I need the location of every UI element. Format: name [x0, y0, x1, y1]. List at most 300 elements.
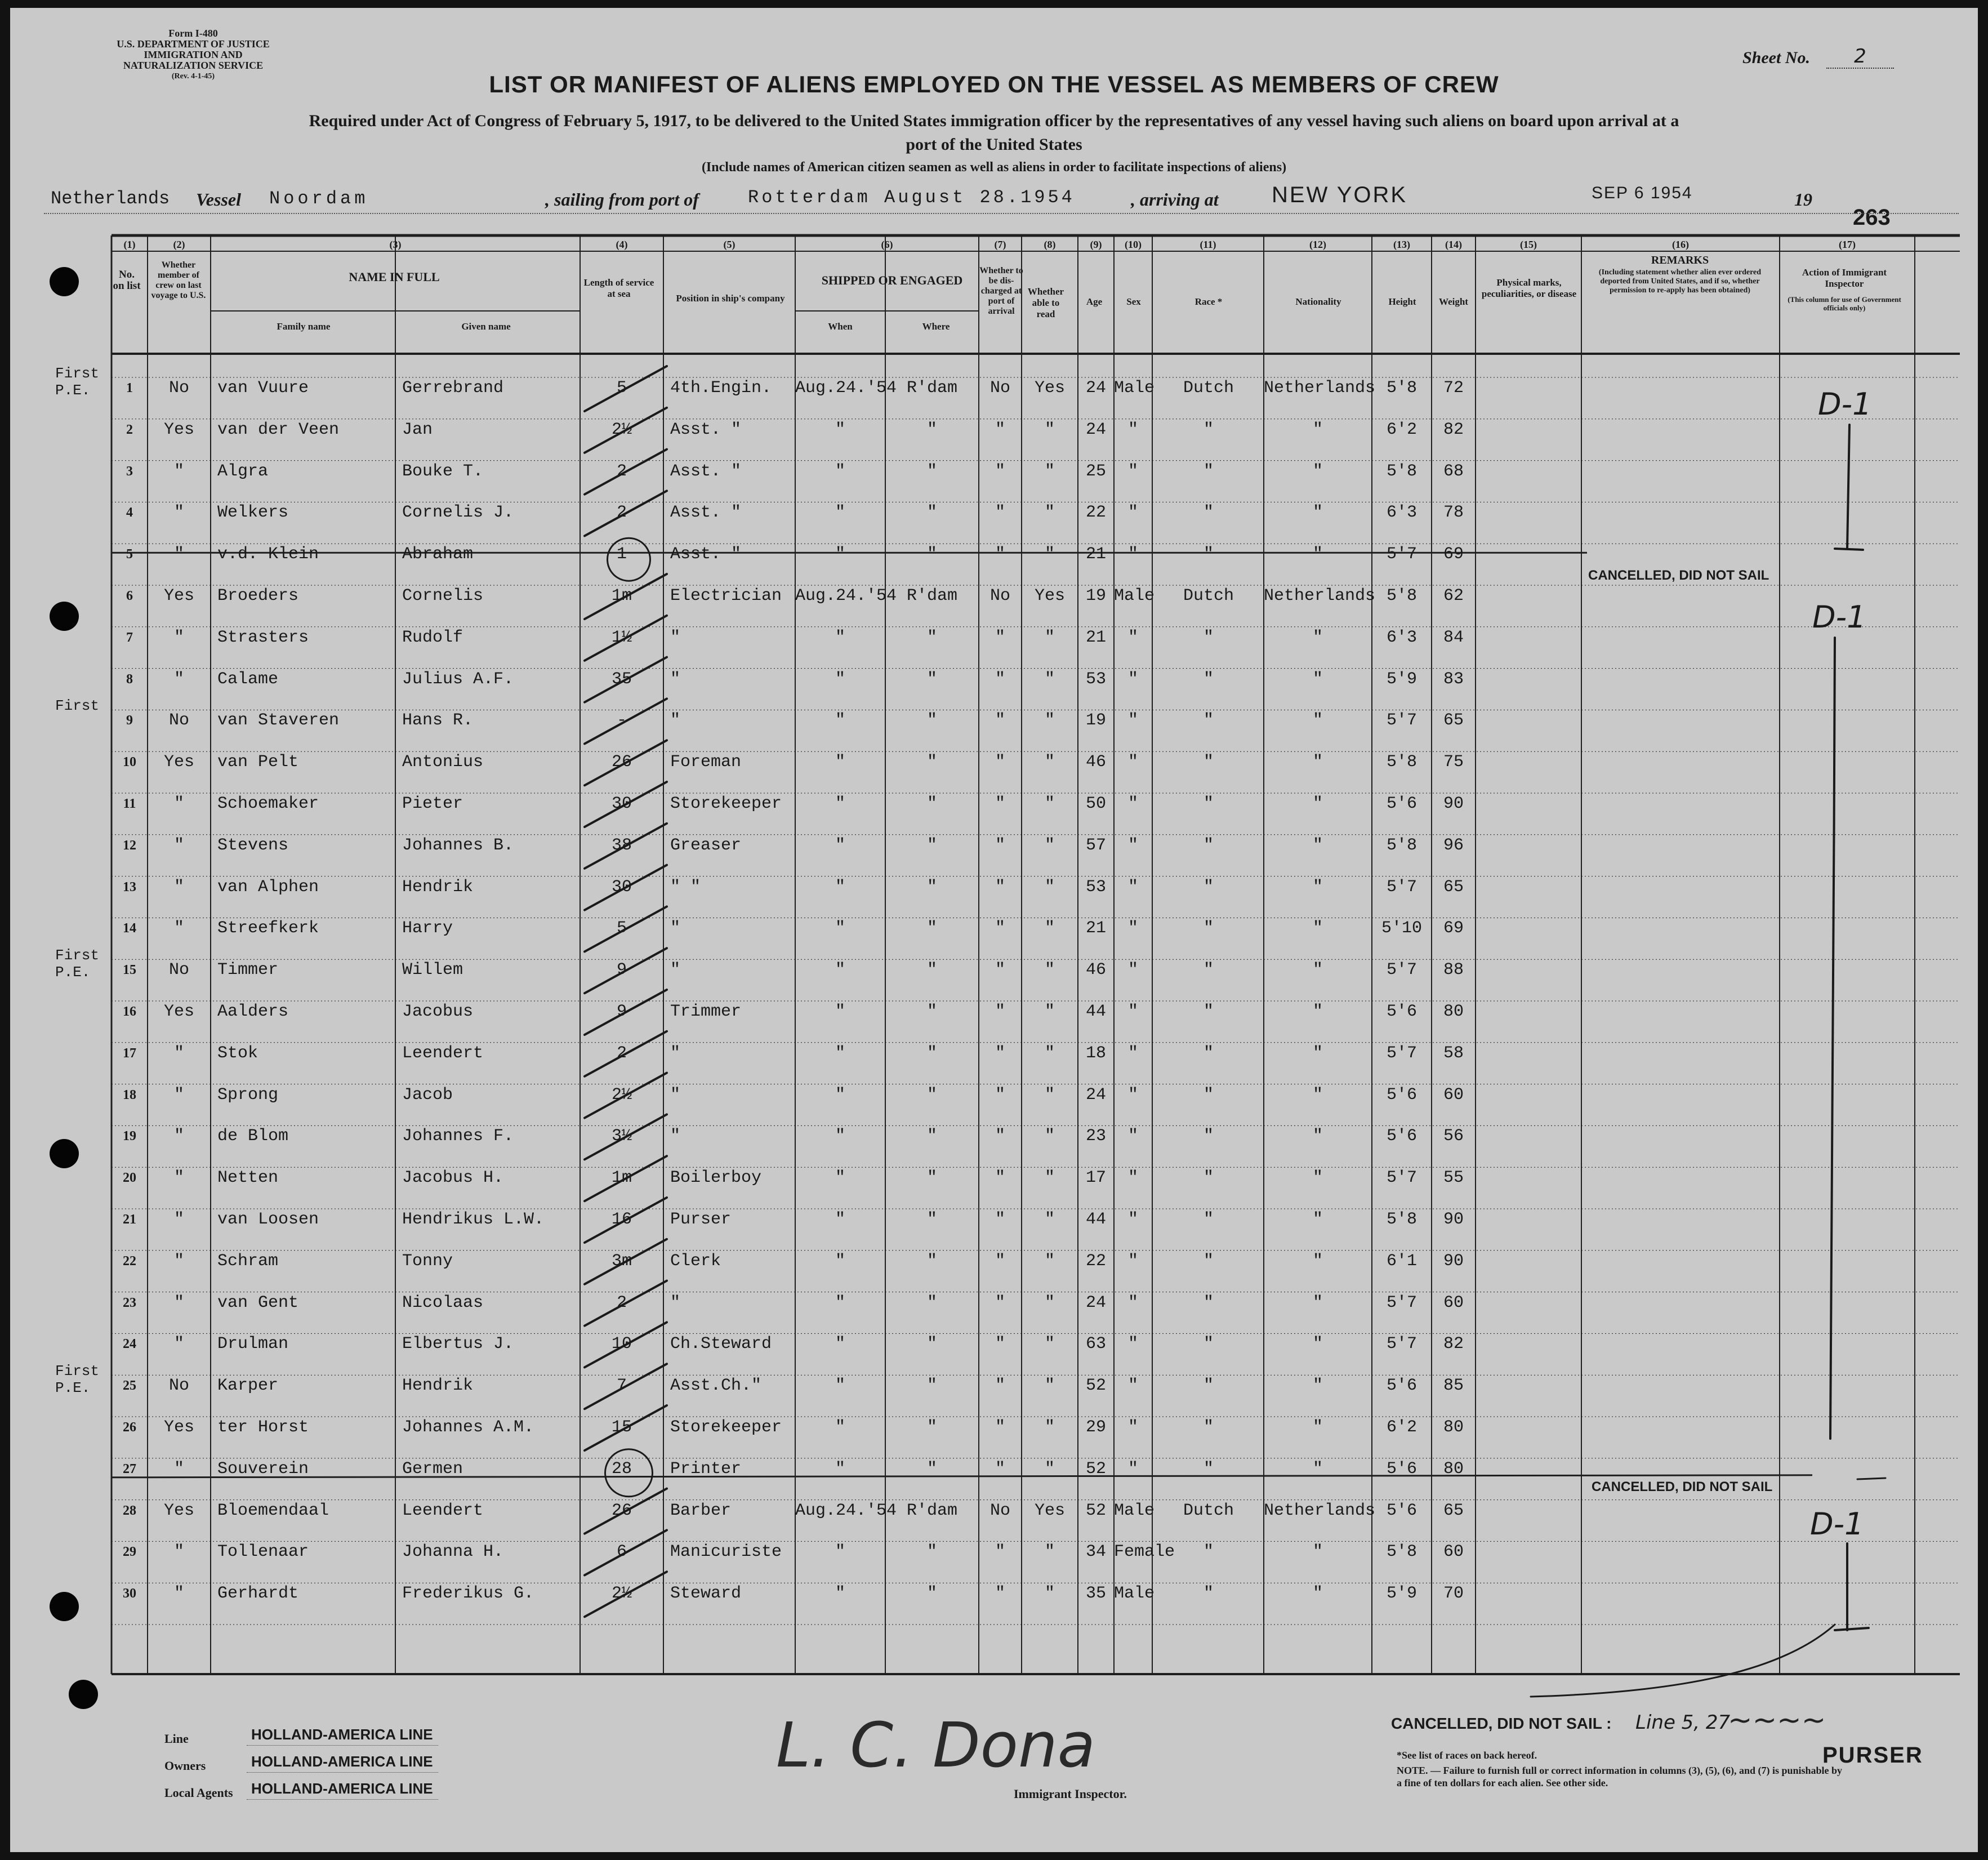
cell-family: Netten: [217, 1168, 279, 1188]
cell-member: No: [168, 379, 189, 398]
cell-age: 46: [1085, 960, 1106, 980]
cell-sex: ": [1127, 835, 1138, 855]
cell-position: Storekeeper: [670, 1418, 782, 1437]
cell-nationality: ": [1312, 628, 1323, 647]
cell-no: 22: [123, 1253, 136, 1269]
cell-nationality: ": [1312, 919, 1323, 938]
cell-sex: ": [1127, 628, 1138, 647]
cell-height: 5'9: [1386, 669, 1417, 689]
cell-given: Hans R.: [402, 711, 474, 731]
cell-nationality: ": [1312, 1293, 1323, 1312]
footer-owners-value: HOLLAND-AMERICA LINE: [251, 1753, 433, 1770]
cell-when: ": [835, 1168, 845, 1188]
action-mark-1: D-1: [1818, 386, 1872, 422]
cell-length: 2: [616, 461, 627, 481]
action-bracket: [1830, 638, 1835, 1439]
cell-no: 9: [126, 713, 133, 728]
footer-line-label: Line: [164, 1732, 189, 1746]
column-number: (17): [1839, 239, 1856, 250]
cell-nationality: ": [1312, 1002, 1323, 1021]
cell-weight: 56: [1443, 1127, 1464, 1146]
cell-position: Boilerboy: [670, 1168, 762, 1188]
cell-length: 3½: [611, 1127, 632, 1146]
header-discharged: Whether to be dis-charged at port of arrival: [979, 266, 1023, 316]
action-bracket: [1835, 549, 1863, 550]
cell-discharged: No: [989, 1501, 1010, 1520]
column-number: (14): [1445, 239, 1462, 250]
cell-where: ": [926, 835, 937, 855]
year-label: 19: [1794, 189, 1812, 210]
header-weight: Weight: [1439, 296, 1468, 307]
cell-family: Streefkerk: [217, 919, 319, 938]
cell-family: van der Veen: [217, 420, 340, 439]
cell-position: Asst. ": [670, 420, 742, 439]
cell-no: 7: [126, 630, 133, 645]
cell-given: Johannes F.: [402, 1127, 514, 1146]
cell-given: Hendrik: [402, 877, 474, 897]
cell-position: Ch.Steward: [670, 1334, 772, 1354]
cell-discharged: ": [995, 545, 1005, 564]
cell-race: ": [1203, 835, 1214, 855]
cell-nationality: ": [1312, 503, 1323, 523]
cell-where: ": [926, 1584, 937, 1604]
cell-height: 5'6: [1386, 1376, 1417, 1396]
cell-no: 30: [123, 1586, 136, 1601]
footer-agents-label: Local Agents: [164, 1786, 233, 1800]
remark-row-27: CANCELLED, DID NOT SAIL: [1592, 1479, 1773, 1494]
cell-weight: 80: [1443, 1002, 1464, 1021]
cell-height: 5'7: [1386, 1334, 1417, 1354]
footer-owners-label: Owners: [164, 1759, 206, 1773]
header-remarks-note: (Including statement whether alien ever ordered deported from United States, and if so, whether permission to re-apply has been obtained): [1598, 268, 1762, 295]
cell-sex: ": [1127, 1168, 1138, 1188]
cell-position: ": [670, 711, 681, 731]
cell-weight: 84: [1443, 628, 1464, 647]
cell-no: 21: [123, 1212, 136, 1227]
cell-race: ": [1203, 1210, 1214, 1229]
cell-when: ": [835, 794, 845, 813]
subtitle-line-2: port of the United States: [906, 135, 1082, 154]
cell-when: ": [835, 1085, 845, 1105]
cell-age: 21: [1085, 545, 1106, 564]
cell-where: ": [926, 1293, 937, 1312]
cell-read: ": [1044, 1043, 1055, 1063]
cell-weight: 80: [1443, 1418, 1464, 1437]
cell-height: 5'7: [1386, 960, 1417, 980]
cell-age: 23: [1085, 1127, 1106, 1146]
cell-weight: 82: [1443, 420, 1464, 439]
cell-weight: 69: [1443, 919, 1464, 938]
cell-member: Yes: [163, 1418, 194, 1437]
cell-when: ": [835, 461, 845, 481]
cell-given: Johanna H.: [402, 1542, 504, 1562]
cell-read: ": [1044, 1584, 1055, 1604]
cell-read: Yes: [1034, 1501, 1065, 1520]
cell-discharged: ": [995, 711, 1005, 731]
cell-when: ": [835, 420, 845, 439]
cell-height: 5'8: [1386, 1210, 1417, 1229]
header-where: Where: [922, 321, 950, 332]
cell-member: No: [168, 960, 189, 980]
cell-age: 50: [1085, 794, 1106, 813]
header-nationality: Nationality: [1295, 296, 1341, 307]
cell-height: 5'8: [1386, 753, 1417, 772]
cell-nationality: ": [1312, 1334, 1323, 1354]
cell-height: 6'2: [1386, 420, 1417, 439]
cell-family: Timmer: [217, 960, 279, 980]
cell-no: 28: [123, 1503, 136, 1518]
header-name-in-full: NAME IN FULL: [349, 270, 440, 284]
cell-when: ": [835, 835, 845, 855]
cell-no: 2: [126, 422, 133, 437]
cell-sex: Female: [1114, 1542, 1175, 1562]
cell-weight: 65: [1443, 711, 1464, 731]
cell-when: ": [835, 753, 845, 772]
action-mark-2: D-1: [1812, 599, 1866, 635]
cell-weight: 85: [1443, 1376, 1464, 1396]
cell-where: ": [926, 1376, 937, 1396]
remark-row-5: CANCELLED, DID NOT SAIL: [1588, 568, 1769, 583]
cell-discharged: ": [995, 835, 1005, 855]
cell-height: 5'6: [1386, 1459, 1417, 1479]
cell-nationality: ": [1312, 1418, 1323, 1437]
cell-height: 5'9: [1386, 1584, 1417, 1604]
cell-length: 1: [616, 545, 627, 564]
purser-signature: ~~~~: [1728, 1703, 1826, 1737]
cell-sex: Male: [1114, 586, 1155, 606]
cell-nationality: Netherlands: [1264, 379, 1376, 398]
cell-position: ": [670, 669, 681, 689]
cell-length: 38: [611, 835, 632, 855]
cell-member: ": [173, 1293, 184, 1312]
cell-length: 15: [611, 1418, 632, 1437]
arriving-label: , arriving at: [1131, 189, 1219, 210]
cell-position: Purser: [670, 1210, 732, 1229]
cell-position: ": [670, 1293, 681, 1312]
column-number: (16): [1672, 239, 1689, 250]
cell-read: ": [1044, 835, 1055, 855]
cell-weight: 55: [1443, 1168, 1464, 1188]
column-number: (10): [1125, 239, 1142, 250]
cell-nationality: ": [1312, 1168, 1323, 1188]
cell-where: ": [926, 1168, 937, 1188]
cell-when: ": [835, 1127, 845, 1146]
cell-when: ": [835, 545, 845, 564]
cell-position: 4th.Engin.: [670, 379, 772, 398]
cell-given: Pieter: [402, 794, 463, 813]
cell-length: 2½: [611, 420, 632, 439]
cell-length: 10: [611, 1334, 632, 1354]
cell-member: ": [173, 835, 184, 855]
inspector-label: Immigrant Inspector.: [1014, 1787, 1127, 1801]
cell-height: 5'6: [1386, 1127, 1417, 1146]
column-number: (15): [1520, 239, 1537, 250]
action-tick: [1857, 1478, 1886, 1479]
cell-discharged: ": [995, 420, 1005, 439]
cell-given: Cornelis J.: [402, 503, 514, 523]
cell-age: 44: [1085, 1002, 1106, 1021]
cell-sex: ": [1127, 420, 1138, 439]
header-no-on-list: No. on list: [113, 269, 141, 292]
column-number: (4): [616, 239, 628, 250]
cell-where: R'dam: [906, 586, 957, 606]
cell-length: 35: [611, 669, 632, 689]
cell-where: ": [926, 794, 937, 813]
cell-length: 26: [611, 1501, 632, 1520]
cell-discharged: ": [995, 1584, 1005, 1604]
cell-race: ": [1203, 1542, 1214, 1562]
cell-when: ": [835, 1293, 845, 1312]
cell-given: Willem: [402, 960, 463, 980]
cell-read: Yes: [1034, 379, 1065, 398]
form-dept: U.S. DEPARTMENT OF JUSTICE: [117, 38, 270, 50]
cell-height: 5'7: [1386, 545, 1417, 564]
cell-member: ": [173, 1043, 184, 1063]
cell-sex: ": [1127, 753, 1138, 772]
column-number: (13): [1393, 239, 1410, 250]
cell-age: 57: [1085, 835, 1106, 855]
cell-race: ": [1203, 711, 1214, 731]
cell-read: ": [1044, 1293, 1055, 1312]
cell-length: 2: [616, 1043, 627, 1063]
cell-discharged: ": [995, 503, 1005, 523]
cell-member: Yes: [163, 1501, 194, 1520]
cell-where: ": [926, 711, 937, 731]
cell-length: 5: [616, 379, 627, 398]
vessel-flag: Netherlands: [51, 188, 170, 209]
cell-sex: ": [1127, 1376, 1138, 1396]
cell-no: 24: [123, 1337, 136, 1352]
cell-weight: 60: [1443, 1293, 1464, 1312]
cell-position: ": [670, 628, 681, 647]
header-height: Height: [1388, 296, 1416, 307]
cell-member: ": [173, 461, 184, 481]
cell-discharged: ": [995, 794, 1005, 813]
cell-discharged: No: [989, 586, 1010, 606]
cell-when: ": [835, 1334, 845, 1354]
cell-no: 10: [123, 755, 136, 770]
cell-family: Calame: [217, 669, 279, 689]
cell-age: 24: [1085, 379, 1106, 398]
cell-given: Leendert: [402, 1043, 484, 1063]
cell-race: ": [1203, 1043, 1214, 1063]
cell-weight: 70: [1443, 1584, 1464, 1604]
cell-member: Yes: [163, 1002, 194, 1021]
cell-length: 9: [616, 960, 627, 980]
cell-height: 5'8: [1386, 586, 1417, 606]
cell-age: 34: [1085, 1542, 1106, 1562]
cell-race: ": [1203, 1251, 1214, 1271]
cell-given: Cornelis: [402, 586, 484, 606]
cell-age: 35: [1085, 1584, 1106, 1604]
cell-height: 5'6: [1386, 794, 1417, 813]
header-member: Whether member of crew on last voyage to U.S.: [151, 260, 206, 300]
cell-age: 52: [1085, 1376, 1106, 1396]
header-position: Position in ship's company: [676, 293, 785, 304]
cell-position: Storekeeper: [670, 794, 782, 813]
cell-height: 5'7: [1386, 877, 1417, 897]
cell-given: Tonny: [402, 1251, 453, 1271]
cell-when: Aug.24.'54: [795, 1501, 897, 1520]
manifest-sheet: [10, 8, 1978, 1852]
cell-family: Broeders: [217, 586, 299, 606]
cell-read: ": [1044, 1418, 1055, 1437]
cell-read: ": [1044, 461, 1055, 481]
arrival-date-stamp: SEP 6 1954: [1592, 184, 1693, 202]
header-remarks: REMARKS: [1651, 254, 1709, 266]
sheet-no-label: Sheet No.: [1742, 48, 1810, 67]
cell-weight: 78: [1443, 503, 1464, 523]
cell-discharged: ": [995, 628, 1005, 647]
cell-race: ": [1203, 753, 1214, 772]
action-mark-3: D-1: [1810, 1506, 1864, 1542]
cell-weight: 90: [1443, 1251, 1464, 1271]
cell-where: ": [926, 960, 937, 980]
cell-weight: 90: [1443, 1210, 1464, 1229]
cell-length: 26: [611, 753, 632, 772]
cell-length: 9: [616, 1002, 627, 1021]
cell-sex: ": [1127, 1085, 1138, 1105]
cell-member: ": [173, 919, 184, 938]
cell-weight: 72: [1443, 379, 1464, 398]
cell-member: Yes: [163, 586, 194, 606]
cell-age: 19: [1085, 586, 1106, 606]
cell-nationality: ": [1312, 669, 1323, 689]
cell-discharged: ": [995, 877, 1005, 897]
cell-read: ": [1044, 1168, 1055, 1188]
cell-position: Steward: [670, 1584, 742, 1604]
cell-position: ": [670, 960, 681, 980]
cell-length: 7: [616, 1376, 627, 1396]
cell-read: ": [1044, 545, 1055, 564]
cell-no: 3: [126, 464, 133, 479]
cell-race: ": [1203, 1293, 1214, 1312]
cell-when: ": [835, 628, 845, 647]
cell-nationality: ": [1312, 1584, 1323, 1604]
cell-sex: ": [1127, 1459, 1138, 1479]
cell-given: Jacob: [402, 1085, 453, 1105]
cell-where: ": [926, 877, 937, 897]
cell-where: ": [926, 1334, 937, 1354]
cell-age: 19: [1085, 711, 1106, 731]
side-note: First P.E.: [55, 947, 100, 981]
cell-read: ": [1044, 1251, 1055, 1271]
cell-weight: 65: [1443, 1501, 1464, 1520]
cell-sex: ": [1127, 1127, 1138, 1146]
header-when: When: [828, 321, 853, 332]
cell-family: Schoemaker: [217, 794, 319, 813]
cell-member: ": [173, 1251, 184, 1271]
footer-cancelled-lines: Line 5, 27: [1635, 1711, 1731, 1734]
cell-race: ": [1203, 545, 1214, 564]
cell-sex: Male: [1114, 1584, 1155, 1604]
header-race: Race *: [1194, 296, 1223, 307]
cell-position: Asst. ": [670, 503, 742, 523]
cell-age: 52: [1085, 1459, 1106, 1479]
cell-position: Barber: [670, 1501, 732, 1520]
cell-length: -: [616, 711, 627, 731]
cell-length: 2½: [611, 1584, 632, 1604]
cell-member: ": [173, 1334, 184, 1354]
cell-when: ": [835, 1002, 845, 1021]
column-number: (9): [1090, 239, 1102, 250]
cell-height: 6'2: [1386, 1418, 1417, 1437]
cell-discharged: ": [995, 1542, 1005, 1562]
cell-height: 5'7: [1386, 1293, 1417, 1312]
cell-when: ": [835, 919, 845, 938]
cell-discharged: ": [995, 1043, 1005, 1063]
column-number: (7): [994, 239, 1006, 250]
column-number: (6): [881, 239, 893, 250]
cell-nationality: ": [1312, 420, 1323, 439]
cell-sex: ": [1127, 877, 1138, 897]
cell-family: Bloemendaal: [217, 1501, 329, 1520]
cell-member: ": [173, 628, 184, 647]
cell-family: ter Horst: [217, 1418, 309, 1437]
cell-no: 17: [123, 1045, 136, 1061]
cell-where: R'dam: [906, 1501, 957, 1520]
cell-weight: 58: [1443, 1043, 1464, 1063]
cell-sex: ": [1127, 1334, 1138, 1354]
cell-where: ": [926, 669, 937, 689]
departure-port: Rotterdam August 28.1954: [748, 187, 1075, 208]
cell-read: ": [1044, 711, 1055, 731]
cell-member: ": [173, 1584, 184, 1604]
form-service: IMMIGRATION AND NATURALIZATION SERVICE: [123, 49, 264, 71]
cell-member: Yes: [163, 753, 194, 772]
column-number: (2): [173, 239, 185, 250]
cell-no: 26: [123, 1420, 136, 1435]
cell-discharged: No: [989, 379, 1010, 398]
cell-when: ": [835, 503, 845, 523]
cell-discharged: ": [995, 960, 1005, 980]
cell-sex: ": [1127, 1418, 1138, 1437]
cell-race: ": [1203, 1168, 1214, 1188]
cell-family: Tollenaar: [217, 1542, 309, 1562]
cell-length: 5: [616, 919, 627, 938]
cell-height: 5'8: [1386, 379, 1417, 398]
cell-no: 18: [123, 1087, 136, 1102]
cell-sex: ": [1127, 669, 1138, 689]
cell-family: van Gent: [217, 1293, 299, 1312]
header-able-to-read: Whether able to read: [1027, 286, 1064, 319]
cell-discharged: ": [995, 1127, 1005, 1146]
cell-no: 4: [126, 505, 133, 520]
header-age: Age: [1086, 296, 1103, 307]
cell-when: ": [835, 1418, 845, 1437]
cell-where: ": [926, 1002, 937, 1021]
cell-nationality: ": [1312, 1127, 1323, 1146]
vessel-label: Vessel: [196, 189, 241, 210]
arrival-port: NEW YORK: [1272, 183, 1408, 207]
penalty-note: NOTE. — Failure to furnish full or correct information in columns (3), (5), (6), and (7) is punishable by a fine of ten dollars for each alien. See other side.: [1397, 1765, 1843, 1788]
cell-age: 24: [1085, 420, 1106, 439]
cell-no: 29: [123, 1545, 136, 1560]
cell-family: Souverein: [217, 1459, 309, 1479]
cell-length: 2: [616, 1293, 627, 1312]
cell-read: ": [1044, 919, 1055, 938]
cell-position: Foreman: [670, 753, 742, 772]
cell-no: 5: [126, 547, 133, 562]
action-bracket: [1847, 425, 1849, 549]
cell-length: 1½: [611, 628, 632, 647]
cell-height: 6'3: [1386, 628, 1417, 647]
cell-no: 14: [123, 921, 136, 936]
cell-race: ": [1203, 1376, 1214, 1396]
cell-when: Aug.24.'54: [795, 379, 897, 398]
cell-race: Dutch: [1183, 1501, 1234, 1520]
cell-family: Algra: [217, 461, 269, 481]
